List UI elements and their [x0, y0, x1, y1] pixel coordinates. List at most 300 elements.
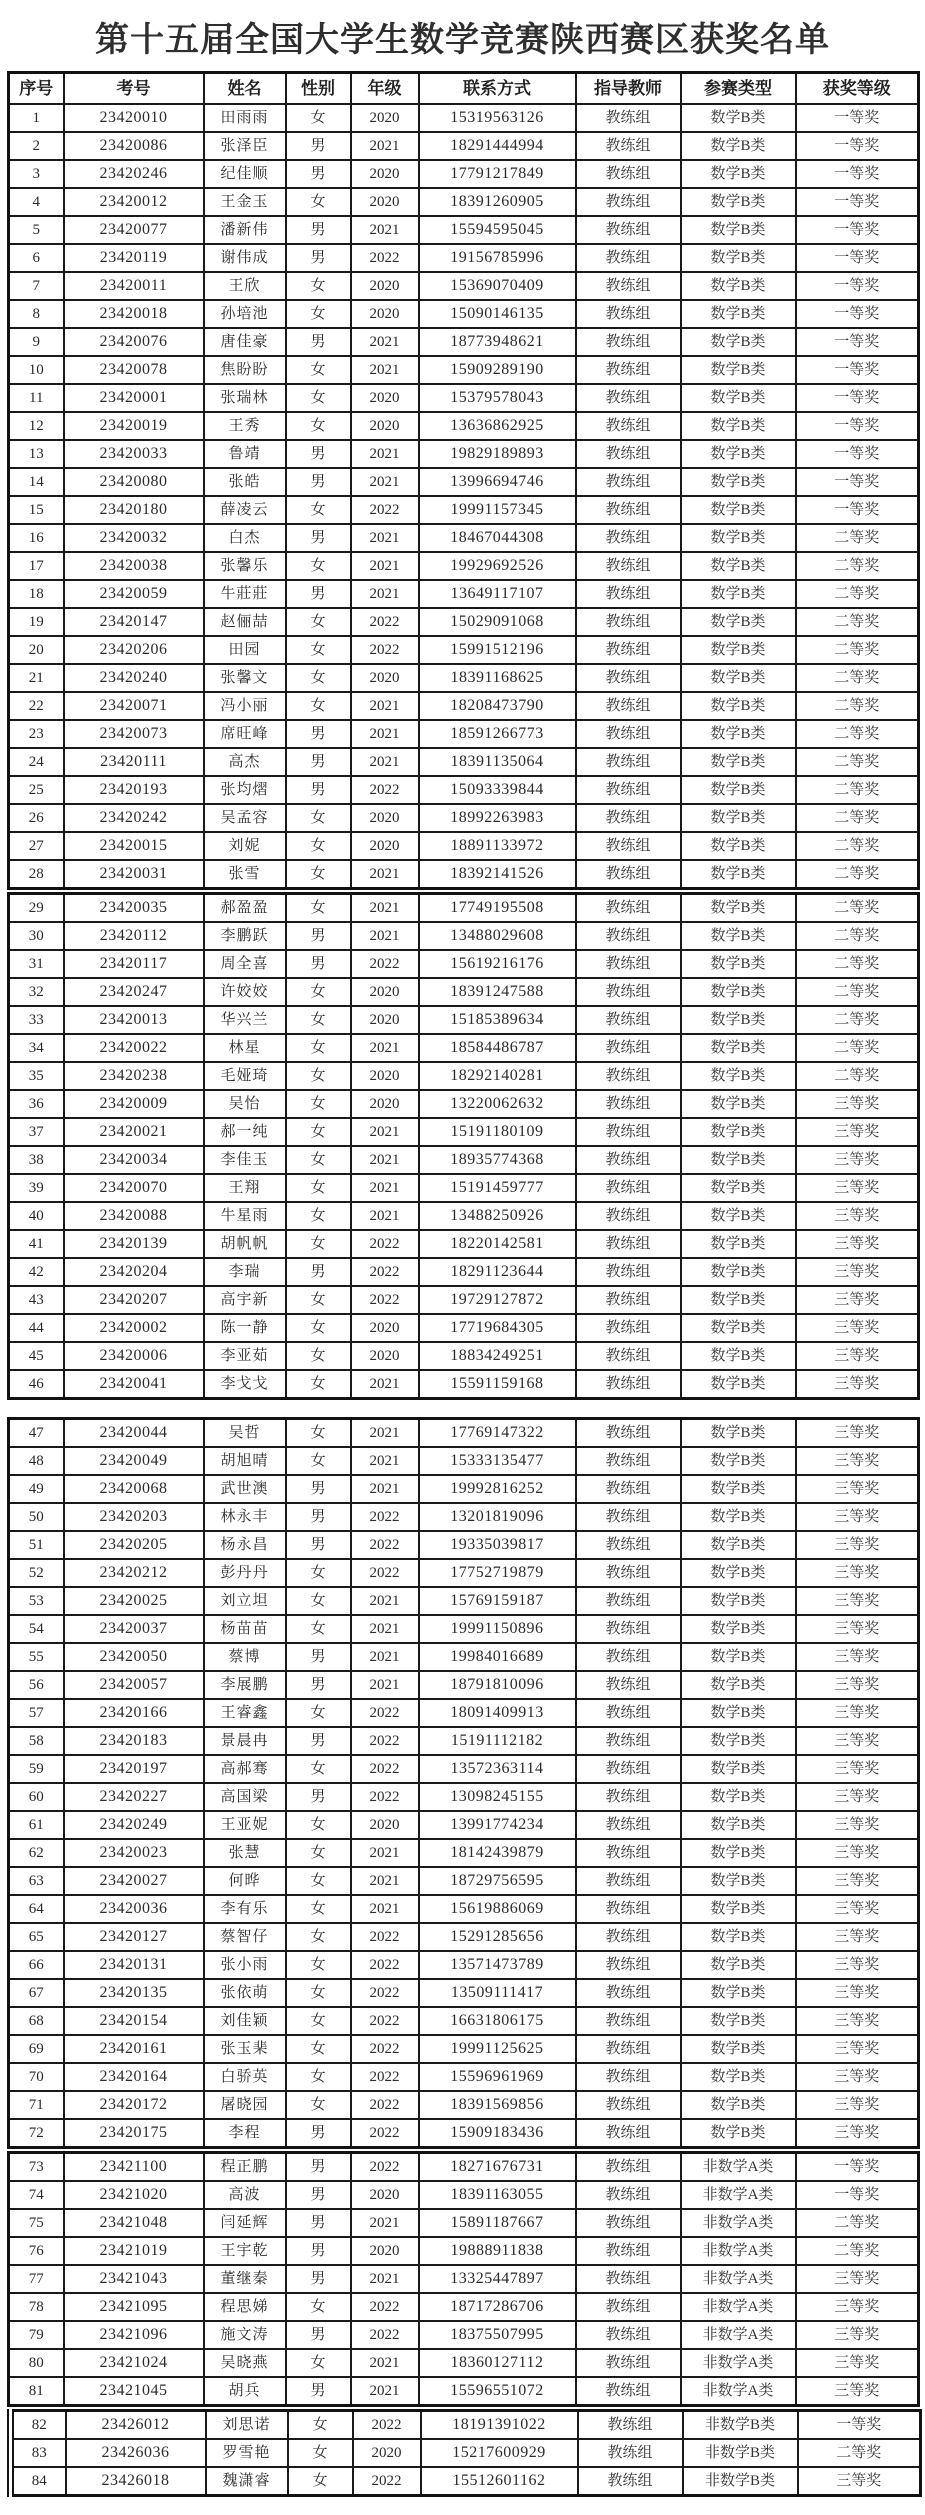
cell-no: 71 — [9, 2091, 64, 2119]
cell-gender: 男 — [286, 2119, 351, 2148]
cell-phone: 19156785996 — [419, 244, 576, 272]
cell-phone: 19991125625 — [419, 2035, 576, 2063]
cell-grade: 2021 — [351, 1895, 419, 1923]
cell-grade: 2021 — [351, 720, 419, 748]
cell-name: 谢伟成 — [204, 244, 286, 272]
cell-advisor: 教练组 — [576, 1867, 681, 1895]
cell-no: 79 — [9, 2321, 64, 2349]
cell-name: 程思娣 — [204, 2293, 286, 2321]
cell-phone: 18717286706 — [419, 2293, 576, 2321]
cell-id: 23426036 — [66, 2439, 206, 2467]
table-row — [9, 160, 919, 188]
cell-id: 23420006 — [64, 1342, 204, 1370]
cell-type: 非数学A类 — [681, 2237, 796, 2265]
cell-grade: 2020 — [351, 104, 419, 132]
cell-gender: 女 — [286, 1006, 351, 1034]
cell-gender: 男 — [286, 1531, 351, 1559]
cell-id: 23420035 — [64, 894, 204, 923]
cell-name: 胡兵 — [204, 2377, 286, 2406]
cell-type: 数学B类 — [681, 356, 796, 384]
cell-id: 23420204 — [64, 1258, 204, 1286]
cell-phone: 19829189893 — [419, 440, 576, 468]
cell-advisor: 教练组 — [576, 860, 681, 889]
cell-grade: 2021 — [351, 1146, 419, 1174]
cell-no: 76 — [9, 2237, 64, 2265]
cell-phone: 15909289190 — [419, 356, 576, 384]
cell-phone: 19991157345 — [419, 496, 576, 524]
cell-award: 三等奖 — [796, 2035, 919, 2063]
cell-advisor: 教练组 — [576, 1419, 681, 1448]
cell-name: 席旺峰 — [204, 720, 286, 748]
cell-no: 66 — [9, 1951, 64, 1979]
cell-award: 三等奖 — [796, 1811, 919, 1839]
cell-no: 22 — [9, 692, 64, 720]
cell-advisor: 教练组 — [576, 468, 681, 496]
table-row — [9, 1370, 919, 1399]
cell-award: 三等奖 — [796, 1475, 919, 1503]
cell-grade: 2020 — [351, 2181, 419, 2209]
cell-award: 一等奖 — [796, 2153, 919, 2182]
cell-id: 23421100 — [64, 2153, 204, 2182]
column-header-no: 序号 — [9, 73, 64, 105]
cell-name: 王宇乾 — [204, 2237, 286, 2265]
cell-gender: 男 — [286, 1258, 351, 1286]
cell-gender: 女 — [286, 1202, 351, 1230]
cell-no: 21 — [9, 664, 64, 692]
cell-phone: 18992263983 — [419, 804, 576, 832]
cell-award: 二等奖 — [796, 552, 919, 580]
cell-advisor: 教练组 — [576, 922, 681, 950]
cell-name: 陈一静 — [204, 1314, 286, 1342]
award-table-section-1 — [7, 71, 920, 890]
cell-grade: 2022 — [351, 950, 419, 978]
table-row — [9, 2035, 919, 2063]
cell-gender: 男 — [286, 468, 351, 496]
cell-name: 杨永昌 — [204, 1531, 286, 1559]
page-title: 第十五届全国大学生数学竞赛陕西赛区获奖名单 — [95, 22, 830, 59]
cell-id: 23421019 — [64, 2237, 204, 2265]
cell-advisor: 教练组 — [576, 894, 681, 923]
cell-advisor: 教练组 — [576, 1895, 681, 1923]
cell-id: 23420086 — [64, 132, 204, 160]
table-row — [9, 748, 919, 776]
cell-phone: 15594595045 — [419, 216, 576, 244]
cell-no: 80 — [9, 2349, 64, 2377]
cell-advisor: 教练组 — [576, 1615, 681, 1643]
cell-id: 23421043 — [64, 2265, 204, 2293]
cell-no: 38 — [9, 1146, 64, 1174]
cell-type: 数学B类 — [681, 1006, 796, 1034]
column-header-type: 参赛类型 — [681, 73, 796, 105]
cell-advisor: 教练组 — [576, 1531, 681, 1559]
cell-phone: 18291123644 — [419, 1258, 576, 1286]
cell-phone: 18142439879 — [419, 1839, 576, 1867]
cell-type: 数学B类 — [681, 804, 796, 832]
cell-phone: 18391260905 — [419, 188, 576, 216]
cell-award: 三等奖 — [796, 1615, 919, 1643]
cell-advisor: 教练组 — [576, 1979, 681, 2007]
cell-no: 24 — [9, 748, 64, 776]
cell-award: 一等奖 — [796, 272, 919, 300]
cell-phone: 19335039817 — [419, 1531, 576, 1559]
cell-gender: 男 — [286, 776, 351, 804]
cell-name: 高宇新 — [204, 1286, 286, 1314]
cell-id: 23420154 — [64, 2007, 204, 2035]
cell-grade: 2022 — [351, 1503, 419, 1531]
cell-grade: 2021 — [351, 922, 419, 950]
table-row — [9, 1839, 919, 1867]
cell-gender: 女 — [286, 1923, 351, 1951]
cell-name: 高杰 — [204, 748, 286, 776]
cell-name: 李亚茹 — [204, 1342, 286, 1370]
cell-name: 屠晓园 — [204, 2091, 286, 2119]
cell-advisor: 教练组 — [576, 1286, 681, 1314]
cell-name: 施文涛 — [204, 2321, 286, 2349]
cell-type: 数学B类 — [681, 384, 796, 412]
cell-name: 林永丰 — [204, 1503, 286, 1531]
cell-award: 三等奖 — [796, 1230, 919, 1258]
cell-no: 20 — [9, 636, 64, 664]
table-row — [9, 1006, 919, 1034]
cell-award: 三等奖 — [796, 2293, 919, 2321]
cell-advisor: 教练组 — [576, 1202, 681, 1230]
cell-type: 非数学B类 — [683, 2411, 798, 2440]
cell-id: 23420044 — [64, 1419, 204, 1448]
cell-phone: 18391135064 — [419, 748, 576, 776]
cell-type: 数学B类 — [681, 1923, 796, 1951]
cell-type: 数学B类 — [681, 1314, 796, 1342]
cell-type: 数学B类 — [681, 104, 796, 132]
cell-name: 李程 — [204, 2119, 286, 2148]
cell-award: 一等奖 — [796, 244, 919, 272]
table-row — [9, 804, 919, 832]
cell-advisor: 教练组 — [576, 978, 681, 1006]
cell-no: 41 — [9, 1230, 64, 1258]
cell-name: 张瑞林 — [204, 384, 286, 412]
cell-no: 70 — [9, 2063, 64, 2091]
cell-advisor: 教练组 — [576, 1923, 681, 1951]
cell-id: 23420205 — [64, 1531, 204, 1559]
cell-no: 68 — [9, 2007, 64, 2035]
cell-award: 三等奖 — [796, 1979, 919, 2007]
cell-advisor: 教练组 — [576, 1370, 681, 1399]
cell-gender: 女 — [286, 1342, 351, 1370]
cell-phone: 18292140281 — [419, 1062, 576, 1090]
cell-advisor: 教练组 — [576, 1174, 681, 1202]
cell-grade: 2021 — [351, 1447, 419, 1475]
cell-type: 数学B类 — [681, 300, 796, 328]
cell-advisor: 教练组 — [576, 1699, 681, 1727]
cell-gender: 女 — [286, 636, 351, 664]
cell-type: 数学B类 — [681, 160, 796, 188]
cell-name: 郝盈盈 — [204, 894, 286, 923]
table-row — [9, 1146, 919, 1174]
cell-advisor: 教练组 — [576, 2321, 681, 2349]
cell-id: 23420049 — [64, 1447, 204, 1475]
cell-phone: 18584486787 — [419, 1034, 576, 1062]
table-row — [9, 1587, 919, 1615]
cell-id: 23420037 — [64, 1615, 204, 1643]
cell-award: 二等奖 — [796, 860, 919, 889]
cell-name: 吴孟容 — [204, 804, 286, 832]
cell-id: 23420012 — [64, 188, 204, 216]
cell-no: 12 — [9, 412, 64, 440]
cell-name: 李戈戈 — [204, 1370, 286, 1399]
cell-type: 数学B类 — [681, 950, 796, 978]
cell-type: 数学B类 — [681, 1342, 796, 1370]
cell-advisor: 教练组 — [576, 524, 681, 552]
cell-phone: 18391247588 — [419, 978, 576, 1006]
cell-gender: 男 — [286, 524, 351, 552]
cell-grade: 2021 — [351, 1615, 419, 1643]
table-row — [9, 1314, 919, 1342]
cell-id: 23421096 — [64, 2321, 204, 2349]
cell-grade: 2022 — [351, 2007, 419, 2035]
cell-phone: 15596961969 — [419, 2063, 576, 2091]
cell-advisor: 教练组 — [576, 1090, 681, 1118]
cell-id: 23420011 — [64, 272, 204, 300]
cell-gender: 男 — [286, 2209, 351, 2237]
cell-type: 非数学A类 — [681, 2377, 796, 2406]
cell-advisor: 教练组 — [576, 440, 681, 468]
cell-grade: 2021 — [351, 2209, 419, 2237]
cell-type: 数学B类 — [681, 328, 796, 356]
cell-grade: 2021 — [351, 580, 419, 608]
cell-id: 23420112 — [64, 922, 204, 950]
cell-no: 11 — [9, 384, 64, 412]
cell-gender: 男 — [286, 2377, 351, 2406]
column-header-id: 考号 — [64, 73, 204, 105]
cell-award: 三等奖 — [796, 1286, 919, 1314]
cell-type: 数学B类 — [681, 1174, 796, 1202]
cell-advisor: 教练组 — [576, 328, 681, 356]
cell-gender: 男 — [286, 748, 351, 776]
column-header-name: 姓名 — [204, 73, 286, 105]
cell-advisor: 教练组 — [576, 2293, 681, 2321]
cell-grade: 2022 — [351, 636, 419, 664]
cell-gender: 女 — [286, 1034, 351, 1062]
cell-name: 魏潇睿 — [206, 2467, 288, 2496]
cell-id: 23420166 — [64, 1699, 204, 1727]
cell-name: 胡帆帆 — [204, 1230, 286, 1258]
cell-type: 数学B类 — [681, 1559, 796, 1587]
cell-advisor: 教练组 — [576, 2181, 681, 2209]
cell-grade: 2021 — [351, 692, 419, 720]
cell-phone: 15991512196 — [419, 636, 576, 664]
cell-no: 51 — [9, 1531, 64, 1559]
cell-grade: 2022 — [351, 1951, 419, 1979]
table-row — [9, 1951, 919, 1979]
cell-no: 55 — [9, 1643, 64, 1671]
cell-no: 82 — [11, 2411, 66, 2440]
cell-phone: 18360127112 — [419, 2349, 576, 2377]
cell-phone: 15909183436 — [419, 2119, 576, 2148]
cell-name: 吴哲 — [204, 1419, 286, 1448]
table-row — [9, 1202, 919, 1230]
cell-award: 一等奖 — [796, 216, 919, 244]
cell-name: 王睿鑫 — [204, 1699, 286, 1727]
cell-gender: 女 — [286, 1370, 351, 1399]
cell-no: 62 — [9, 1839, 64, 1867]
cell-advisor: 教练组 — [576, 720, 681, 748]
cell-advisor: 教练组 — [576, 1062, 681, 1090]
cell-grade: 2020 — [353, 2439, 421, 2467]
cell-grade: 2021 — [351, 552, 419, 580]
cell-gender: 男 — [286, 2237, 351, 2265]
table-row — [9, 776, 919, 804]
table-row — [9, 1174, 919, 1202]
cell-name: 白杰 — [204, 524, 286, 552]
cell-gender: 女 — [286, 384, 351, 412]
cell-award: 三等奖 — [796, 1559, 919, 1587]
cell-id: 23420013 — [64, 1006, 204, 1034]
cell-phone: 15191459777 — [419, 1174, 576, 1202]
cell-name: 薛凌云 — [204, 496, 286, 524]
cell-phone: 18834249251 — [419, 1342, 576, 1370]
cell-gender: 女 — [286, 692, 351, 720]
table-row — [9, 860, 919, 889]
cell-id: 23420119 — [64, 244, 204, 272]
cell-grade: 2020 — [351, 1342, 419, 1370]
cell-id: 23420038 — [64, 552, 204, 580]
cell-grade: 2021 — [351, 1370, 419, 1399]
cell-grade: 2022 — [351, 2035, 419, 2063]
cell-no: 69 — [9, 2035, 64, 2063]
cell-grade: 2020 — [351, 1006, 419, 1034]
cell-phone: 15379578043 — [419, 384, 576, 412]
cell-phone: 18091409913 — [419, 1699, 576, 1727]
cell-name: 闫延辉 — [204, 2209, 286, 2237]
cell-advisor: 教练组 — [576, 1755, 681, 1783]
cell-gender: 女 — [286, 1419, 351, 1448]
cell-id: 23420242 — [64, 804, 204, 832]
cell-id: 23420161 — [64, 2035, 204, 2063]
cell-award: 三等奖 — [796, 1090, 919, 1118]
cell-advisor: 教练组 — [576, 1643, 681, 1671]
cell-phone: 18220142581 — [419, 1230, 576, 1258]
cell-gender: 女 — [286, 860, 351, 889]
cell-gender: 男 — [286, 216, 351, 244]
cell-advisor: 教练组 — [576, 1230, 681, 1258]
cell-award: 三等奖 — [796, 1867, 919, 1895]
cell-award: 三等奖 — [796, 1587, 919, 1615]
cell-no: 73 — [9, 2153, 64, 2182]
cell-no: 28 — [9, 860, 64, 889]
cell-gender: 男 — [286, 2153, 351, 2182]
table-row — [11, 2411, 921, 2440]
cell-type: 数学B类 — [681, 440, 796, 468]
table-row — [9, 2265, 919, 2293]
cell-grade: 2021 — [351, 2377, 419, 2406]
cell-no: 83 — [11, 2439, 66, 2467]
cell-gender: 女 — [286, 552, 351, 580]
cell-phone: 16631806175 — [419, 2007, 576, 2035]
cell-award: 三等奖 — [796, 1146, 919, 1174]
cell-grade: 2022 — [351, 1258, 419, 1286]
cell-advisor: 教练组 — [576, 1783, 681, 1811]
column-header-advisor: 指导教师 — [576, 73, 681, 105]
cell-award: 一等奖 — [798, 2411, 921, 2440]
cell-gender: 女 — [286, 1062, 351, 1090]
cell-no: 58 — [9, 1727, 64, 1755]
cell-advisor: 教练组 — [576, 664, 681, 692]
cell-gender: 女 — [286, 1587, 351, 1615]
cell-advisor: 教练组 — [576, 2119, 681, 2148]
cell-grade: 2022 — [351, 1923, 419, 1951]
cell-id: 23420180 — [64, 496, 204, 524]
cell-award: 三等奖 — [796, 1895, 919, 1923]
cell-gender: 女 — [286, 1951, 351, 1979]
cell-advisor: 教练组 — [576, 552, 681, 580]
cell-advisor: 教练组 — [576, 1447, 681, 1475]
table-row — [9, 1755, 919, 1783]
cell-name: 张馨乐 — [204, 552, 286, 580]
cell-grade: 2020 — [351, 300, 419, 328]
table-row — [9, 272, 919, 300]
cell-phone: 18935774368 — [419, 1146, 576, 1174]
cell-award: 三等奖 — [796, 1727, 919, 1755]
cell-grade: 2022 — [351, 1755, 419, 1783]
cell-gender: 男 — [286, 922, 351, 950]
cell-gender: 女 — [286, 1615, 351, 1643]
table-row — [9, 2153, 919, 2182]
cell-award: 三等奖 — [796, 1174, 919, 1202]
cell-name: 潘新伟 — [204, 216, 286, 244]
cell-award: 二等奖 — [796, 720, 919, 748]
cell-name: 张小雨 — [204, 1951, 286, 1979]
cell-id: 23420021 — [64, 1118, 204, 1146]
cell-advisor: 教练组 — [576, 1475, 681, 1503]
cell-phone: 18591266773 — [419, 720, 576, 748]
table-row — [9, 1811, 919, 1839]
cell-award: 一等奖 — [796, 2181, 919, 2209]
cell-grade: 2020 — [351, 2237, 419, 2265]
table-row — [9, 356, 919, 384]
column-header-grade: 年级 — [351, 73, 419, 105]
cell-gender: 女 — [286, 1699, 351, 1727]
cell-type: 数学B类 — [681, 188, 796, 216]
cell-grade: 2020 — [351, 1314, 419, 1342]
cell-no: 4 — [9, 188, 64, 216]
cell-no: 45 — [9, 1342, 64, 1370]
cell-advisor: 教练组 — [576, 2209, 681, 2237]
cell-gender: 女 — [286, 1090, 351, 1118]
cell-advisor: 教练组 — [576, 2377, 681, 2406]
cell-id: 23420077 — [64, 216, 204, 244]
cell-grade: 2020 — [351, 160, 419, 188]
table-row — [9, 1090, 919, 1118]
cell-no: 34 — [9, 1034, 64, 1062]
cell-advisor: 教练组 — [576, 1034, 681, 1062]
cell-type: 数学B类 — [681, 1839, 796, 1867]
cell-no: 9 — [9, 328, 64, 356]
cell-type: 数学B类 — [681, 720, 796, 748]
cell-gender: 女 — [286, 1979, 351, 2007]
cell-advisor: 教练组 — [576, 2063, 681, 2091]
cell-name: 李展鹏 — [204, 1671, 286, 1699]
table-row — [9, 300, 919, 328]
cell-grade: 2022 — [351, 1531, 419, 1559]
cell-award: 二等奖 — [796, 776, 919, 804]
cell-name: 罗雪艳 — [206, 2439, 288, 2467]
cell-grade: 2021 — [351, 440, 419, 468]
cell-award: 三等奖 — [796, 2349, 919, 2377]
cell-gender: 女 — [286, 1755, 351, 1783]
cell-advisor: 教练组 — [576, 1811, 681, 1839]
cell-gender: 女 — [286, 2007, 351, 2035]
cell-name: 白骄英 — [204, 2063, 286, 2091]
cell-advisor: 教练组 — [576, 412, 681, 440]
